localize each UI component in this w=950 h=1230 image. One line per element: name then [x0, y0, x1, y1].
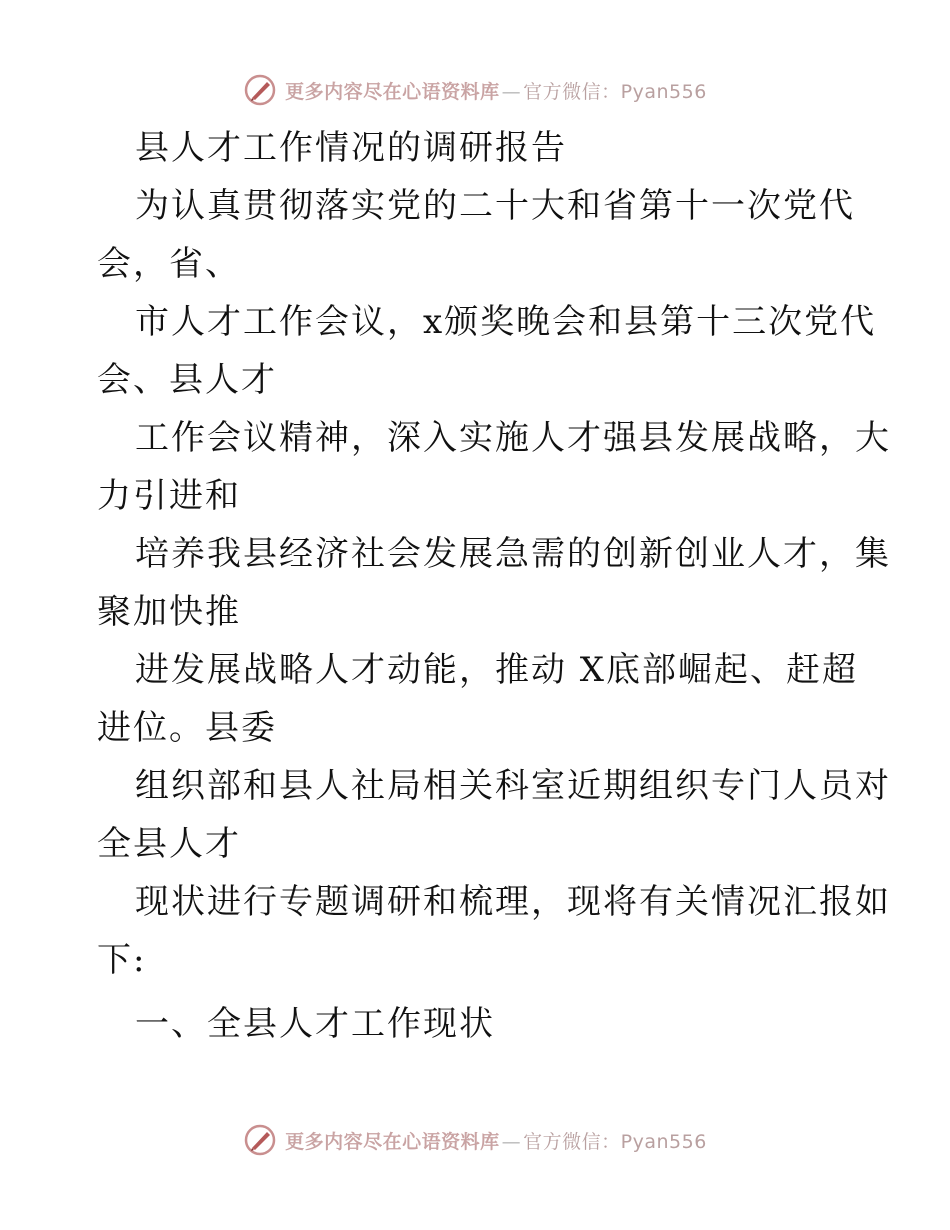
paragraph-line: 培养我县经济社会发展急需的创新创业人才，集 [135, 534, 891, 574]
paragraph-line: 市人才工作会议，x颁奖晚会和县第十三次党代 [135, 302, 877, 342]
paragraph-line: 下: [97, 940, 147, 980]
document-title: 县人才工作情况的调研报告 [135, 128, 567, 168]
paragraph-line: 会，省、 [97, 244, 241, 284]
paragraph-line: 工作会议精神，深入实施人才强县发展战略，大 [135, 418, 891, 458]
watermark-header [0, 70, 950, 110]
paragraph-line: 组织部和县人社局相关科室近期组织专门人员对 [135, 766, 891, 806]
watermark-text: 更多内容尽在心语资料库 — 官方微信：Pyan556 [285, 1130, 707, 1153]
paragraph-line: 力引进和 [97, 476, 241, 516]
paragraph-line: 全县人才 [97, 824, 241, 864]
pen-logo-icon [243, 73, 277, 107]
paragraph-line: 会、县人才 [97, 360, 277, 400]
paragraph-line: 现状进行专题调研和梳理，现将有关情况汇报如 [135, 882, 891, 922]
watermark-text: 更多内容尽在心语资料库 — 官方微信：Pyan556 [285, 80, 707, 103]
paragraph-line: 进位。县委 [97, 708, 277, 748]
paragraph-line: 为认真贯彻落实党的二十大和省第十一次党代 [135, 186, 855, 226]
paragraph-line: 进发展战略人才动能，推动 X底部崛起、赶超 [135, 650, 859, 690]
pen-logo-icon [243, 1123, 277, 1157]
section-heading: 一、全县人才工作现状 [135, 1004, 495, 1044]
watermark-footer [0, 1120, 950, 1160]
paragraph-line: 聚加快推 [97, 592, 241, 632]
